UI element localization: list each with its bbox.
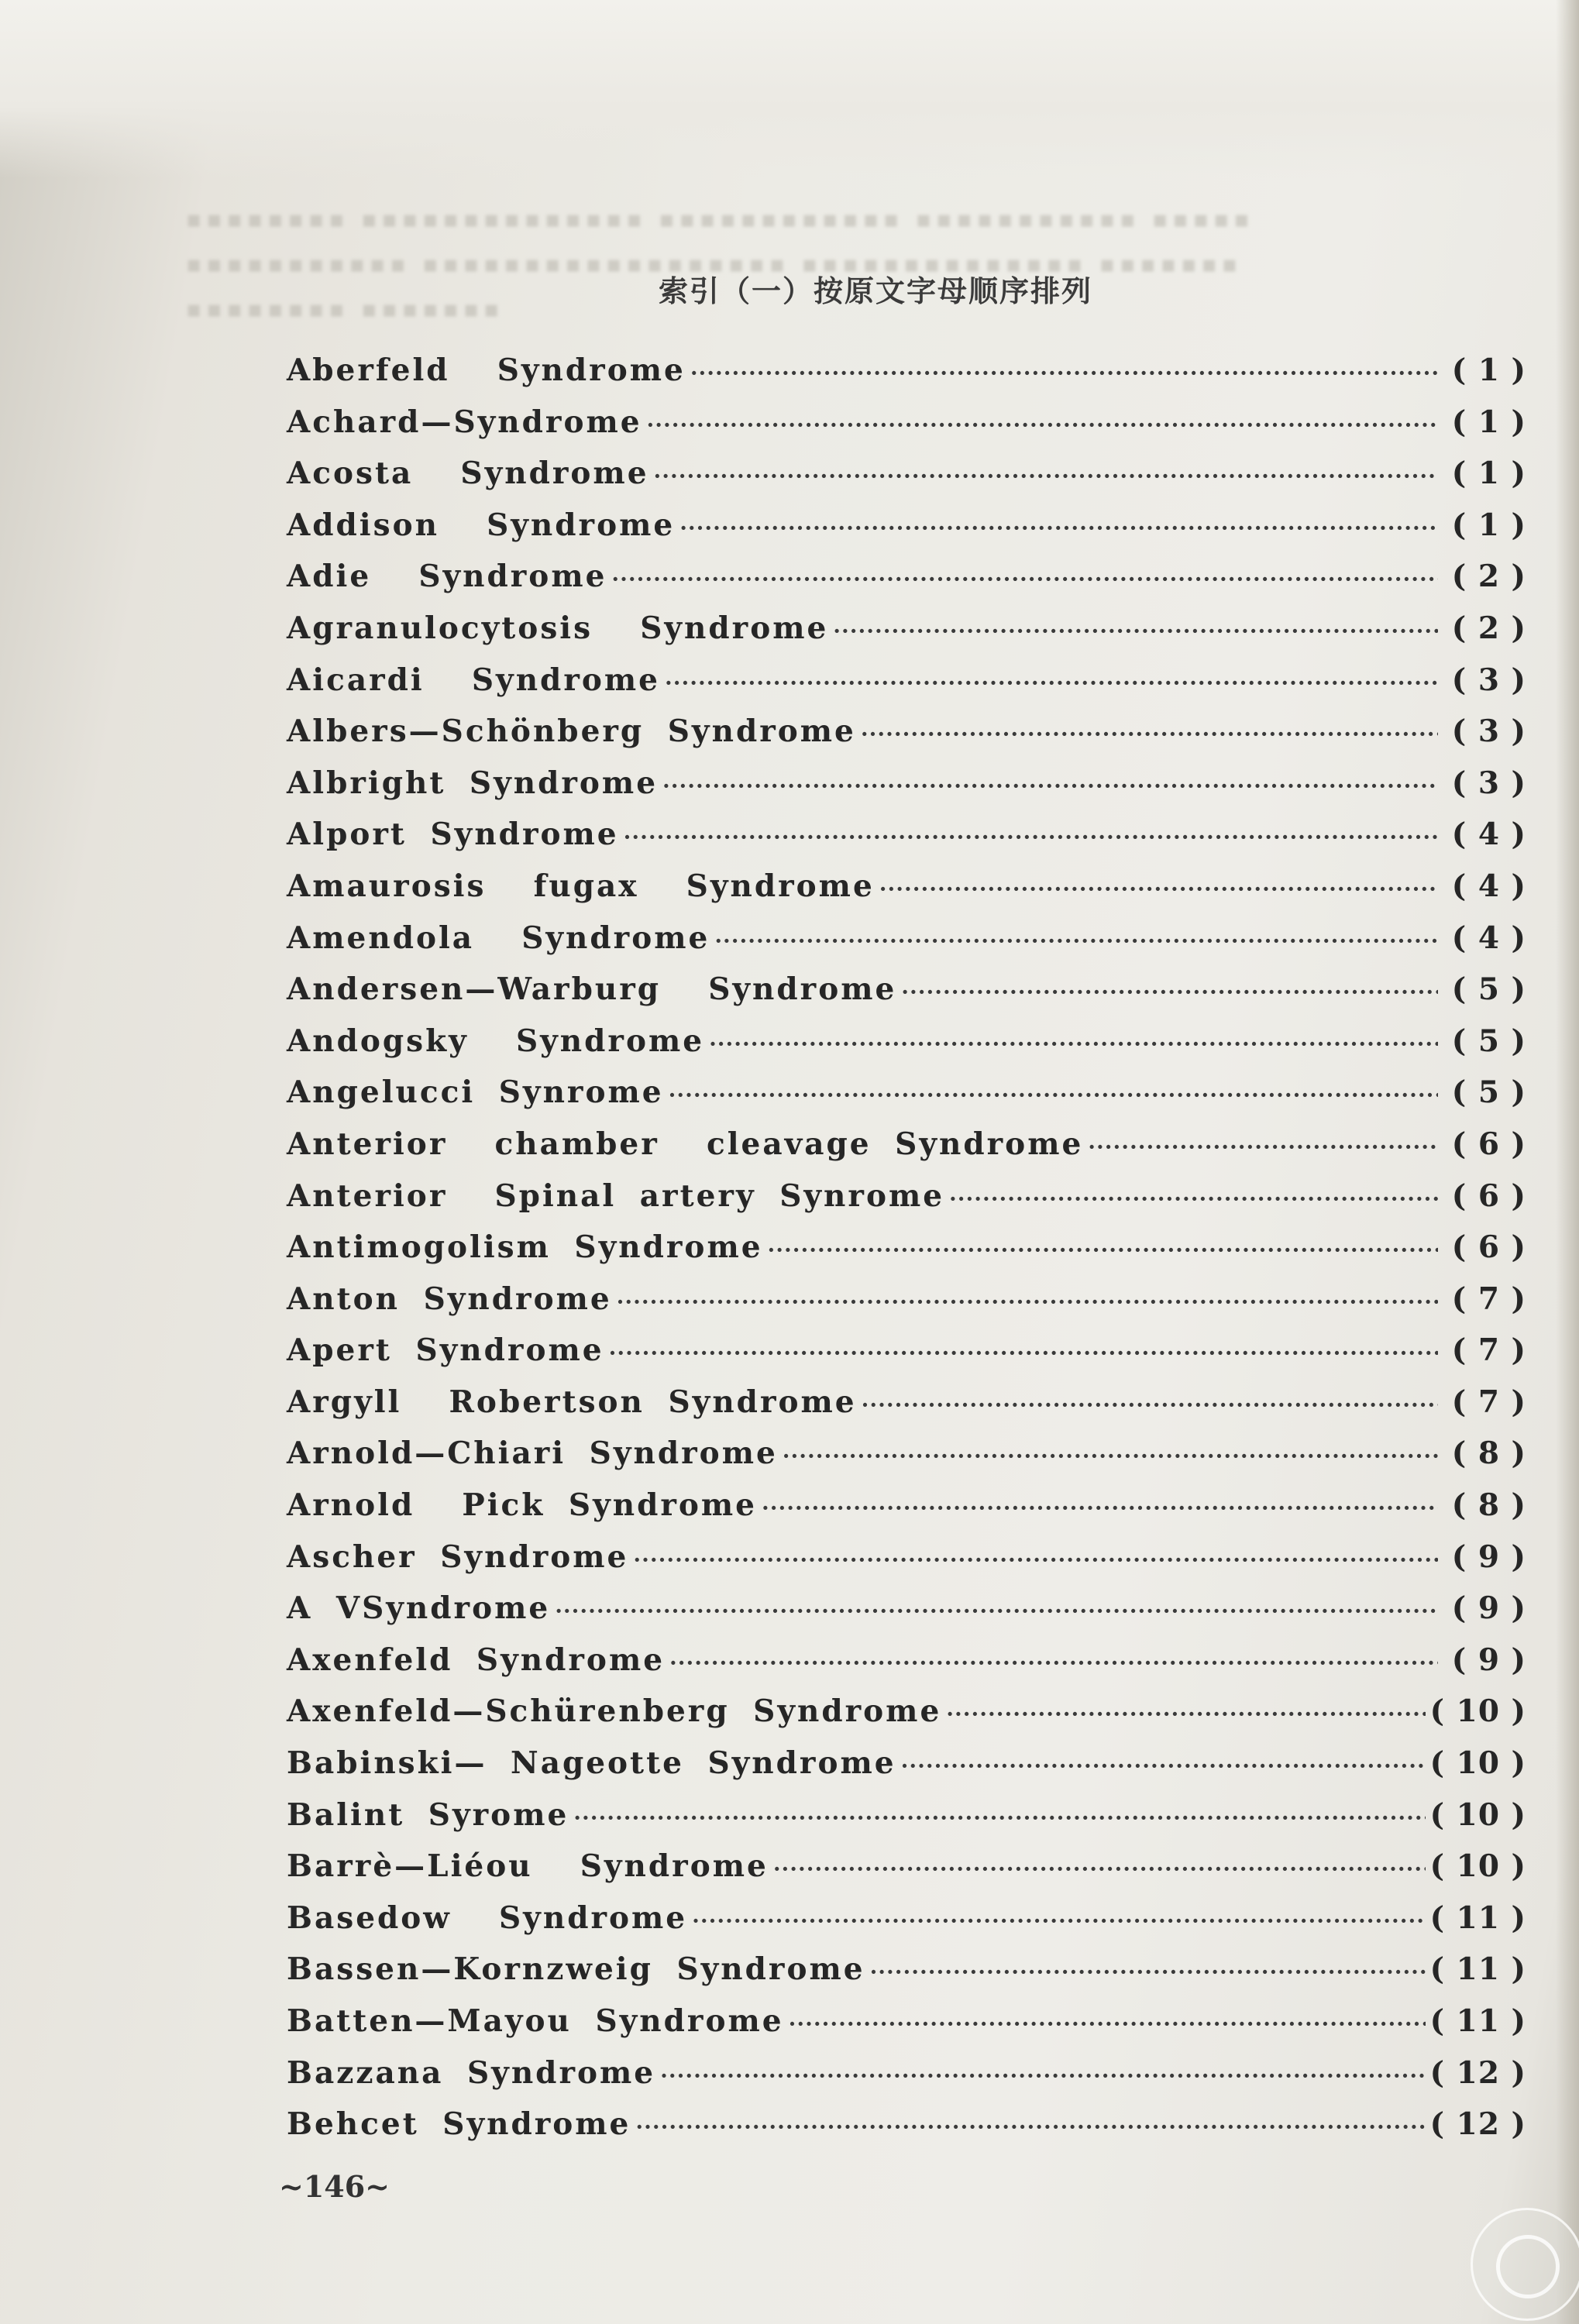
dot-leader [1088,1134,1438,1160]
entry-page-number: ( 1 ) [1451,352,1526,388]
entry-name: Andogsky Syndrome [287,1023,705,1059]
index-entry [287,1435,1526,1487]
entry-page-number: ( 10 ) [1429,1848,1526,1885]
entry-page-number: ( 5 ) [1451,1023,1526,1059]
dot-leader [768,1237,1438,1263]
entry-page-number: ( 12 ) [1429,2054,1526,2091]
dot-leader [862,1392,1438,1418]
index-entry [287,2055,1526,2107]
entry-page-number: ( 11 ) [1429,1951,1526,1988]
entry-page-number: ( 6 ) [1451,1229,1526,1266]
index-entry [287,1332,1526,1384]
entry-name: Addison Syndrome [287,507,676,543]
dot-leader [633,1547,1438,1573]
entry-name: Angelucci Synrome [287,1074,664,1111]
entry-name: Alport Syndrome [287,816,619,853]
dot-leader [662,773,1438,799]
entry-name: Arnold—Chiari Syndrome [287,1435,778,1472]
show-through-text: ▪▪▪▪▪▪▪▪ ▪▪▪▪▪▪▪▪▪▪▪▪▪▪ ▪▪▪▪▪▪▪▪▪▪▪▪ ▪▪▪▪▪▪▪▪▪▪▪ ▪▪▪▪▪ ▪▪▪▪▪▪▪▪▪▪▪ ▪▪▪▪▪▪▪▪▪▪▪▪▪▪▪▪▪▪ ▪▪▪▪▪▪▪▪▪▪▪▪▪▪ ▪▪▪▪▪▪▪ ▪▪▪▪▪▪▪▪ ▪▪▪▪▪▪▪ [186,206,1254,323]
dot-leader [555,1598,1438,1624]
index-entry [287,1797,1526,1849]
entry-name: Anton Syndrome [287,1281,612,1317]
entry-page-number: ( 10 ) [1429,1796,1526,1833]
index-entry [287,1590,1526,1642]
entry-name: Aicardi Syndrome [287,662,660,698]
page-edge-shadow [1556,0,1579,2324]
entry-name: Basedow Syndrome [287,1899,688,1936]
index-entry [287,1848,1526,1900]
dot-leader [665,670,1438,696]
entry-page-number: ( 9 ) [1451,1642,1526,1678]
entry-page-number: ( 11 ) [1429,2003,1526,2039]
entry-name: Antimogolism Syndrome [287,1229,763,1266]
entry-page-number: ( 9 ) [1451,1590,1526,1627]
entry-name: Achard—Syndrome [287,404,642,440]
entry-page-number: ( 6 ) [1451,1126,1526,1162]
entry-name: Barrè—Liéou Syndrome [287,1848,769,1885]
watermark-seal [1471,2208,1579,2321]
index-entry [287,1642,1526,1694]
dot-leader [679,515,1438,541]
dot-leader [946,1701,1425,1727]
page-top-shading [0,0,1579,178]
entry-name: Axenfeld Syndrome [287,1642,666,1678]
dot-leader [654,463,1438,489]
dot-leader [949,1186,1438,1212]
index-entry [287,1900,1526,1952]
entry-page-number: ( 10 ) [1429,1693,1526,1730]
entry-name: Bazzana Syndrome [287,2054,656,2091]
index-entry [287,352,1526,404]
index-entry [287,1023,1526,1075]
dot-leader [714,928,1438,954]
entry-page-number: ( 3 ) [1451,765,1526,801]
index-heading: 索引（一）按原文字母顺序排列 [658,273,1092,308]
index-entry [287,2003,1526,2055]
entry-name: Bassen—Kornzweig Syndrome [287,1951,865,1988]
index-entry [287,456,1526,507]
index-entry [287,1229,1526,1281]
entry-page-number: ( 8 ) [1451,1487,1526,1524]
page-number: ~146~ [279,2169,390,2204]
index-entry [287,507,1526,559]
entry-page-number: ( 10 ) [1429,1745,1526,1782]
entry-name: Aberfeld Syndrome [287,352,686,388]
entry-name: A VSyndrome [287,1590,551,1627]
entry-page-number: ( 9 ) [1451,1538,1526,1575]
dot-leader [635,2114,1425,2140]
entry-name: Anterior Spinal artery Synrome [287,1177,945,1214]
entry-page-number: ( 7 ) [1451,1384,1526,1420]
entry-page-number: ( 2 ) [1451,610,1526,646]
entry-page-number: ( 7 ) [1451,1332,1526,1369]
dot-leader [773,1856,1426,1882]
index-list [287,352,1526,2158]
index-entry [287,662,1526,714]
dot-leader [617,1289,1438,1315]
index-entry [287,765,1526,817]
entry-name: Batten—Mayou Syndrome [287,2003,784,2039]
entry-page-number: ( 1 ) [1451,404,1526,440]
entry-page-number: ( 6 ) [1451,1177,1526,1214]
entry-page-number: ( 4 ) [1451,920,1526,956]
entry-page-number: ( 3 ) [1451,662,1526,698]
dot-leader [690,360,1438,386]
dot-leader [901,979,1438,1005]
index-entry [287,713,1526,765]
dot-leader [833,618,1438,644]
dot-leader [692,1908,1426,1934]
dot-leader [783,1443,1438,1469]
entry-name: Amendola Syndrome [287,920,710,956]
entry-name: Argyll Robertson Syndrome [287,1384,857,1420]
dot-leader [789,2011,1426,2037]
entry-page-number: ( 1 ) [1451,507,1526,543]
entry-name: Apert Syndrome [287,1332,604,1369]
entry-name: Behcet Syndrome [287,2106,631,2143]
entry-name: Albers—Schönberg Syndrome [287,713,856,750]
index-entry [287,1487,1526,1539]
entry-page-number: ( 5 ) [1451,1074,1526,1111]
dot-leader [624,824,1438,850]
index-entry [287,1951,1526,2003]
index-entry [287,1539,1526,1591]
dot-leader [709,1031,1438,1057]
entry-page-number: ( 8 ) [1451,1435,1526,1472]
dot-leader [573,1805,1425,1831]
entry-page-number: ( 4 ) [1451,816,1526,853]
index-entry [287,868,1526,920]
dot-leader [861,721,1438,747]
index-entry [287,971,1526,1023]
dot-leader [669,1082,1438,1108]
dot-leader [901,1753,1426,1779]
index-entry [287,404,1526,456]
index-entry [287,1281,1526,1333]
index-entry [287,2106,1526,2158]
entry-name: Axenfeld—Schürenberg Syndrome [287,1693,942,1730]
entry-name: Albright Syndrome [287,765,659,801]
index-entry [287,559,1526,610]
index-entry [287,1074,1526,1126]
index-entry [287,610,1526,662]
dot-leader [647,412,1438,438]
entry-name: Arnold Pick Syndrome [287,1487,757,1524]
dot-leader [870,1959,1426,1985]
entry-name: Acosta Syndrome [287,456,649,492]
index-entry [287,1384,1526,1436]
index-entry [287,1178,1526,1230]
entry-name: Agranulocytosis Syndrome [287,610,829,646]
entry-name: Anterior chamber cleavage Syndrome [287,1126,1084,1162]
index-entry [287,1126,1526,1178]
entry-page-number: ( 1 ) [1451,456,1526,492]
entry-name: Babinski— Nageotte Syndrome [287,1745,896,1782]
dot-leader [762,1495,1438,1521]
index-entry [287,1745,1526,1797]
dot-leader [609,1340,1438,1366]
dot-leader [669,1650,1438,1676]
entry-page-number: ( 4 ) [1451,868,1526,904]
entry-name: Amaurosis fugax Syndrome [287,868,875,904]
entry-page-number: ( 12 ) [1429,2106,1526,2143]
index-entry [287,816,1526,868]
dot-leader [879,876,1438,902]
entry-page-number: ( 2 ) [1451,559,1526,595]
entry-page-number: ( 11 ) [1429,1899,1526,1936]
entry-name: Balint Syrome [287,1796,569,1833]
dot-leader [660,2063,1426,2089]
entry-name: Andersen—Warburg Syndrome [287,971,897,1008]
entry-page-number: ( 3 ) [1451,713,1526,750]
dot-leader [611,566,1438,592]
entry-name: Ascher Syndrome [287,1538,629,1575]
index-entry [287,920,1526,972]
entry-page-number: ( 5 ) [1451,971,1526,1008]
entry-name: Adie Syndrome [287,559,607,595]
index-entry [287,1693,1526,1745]
entry-page-number: ( 7 ) [1451,1281,1526,1317]
